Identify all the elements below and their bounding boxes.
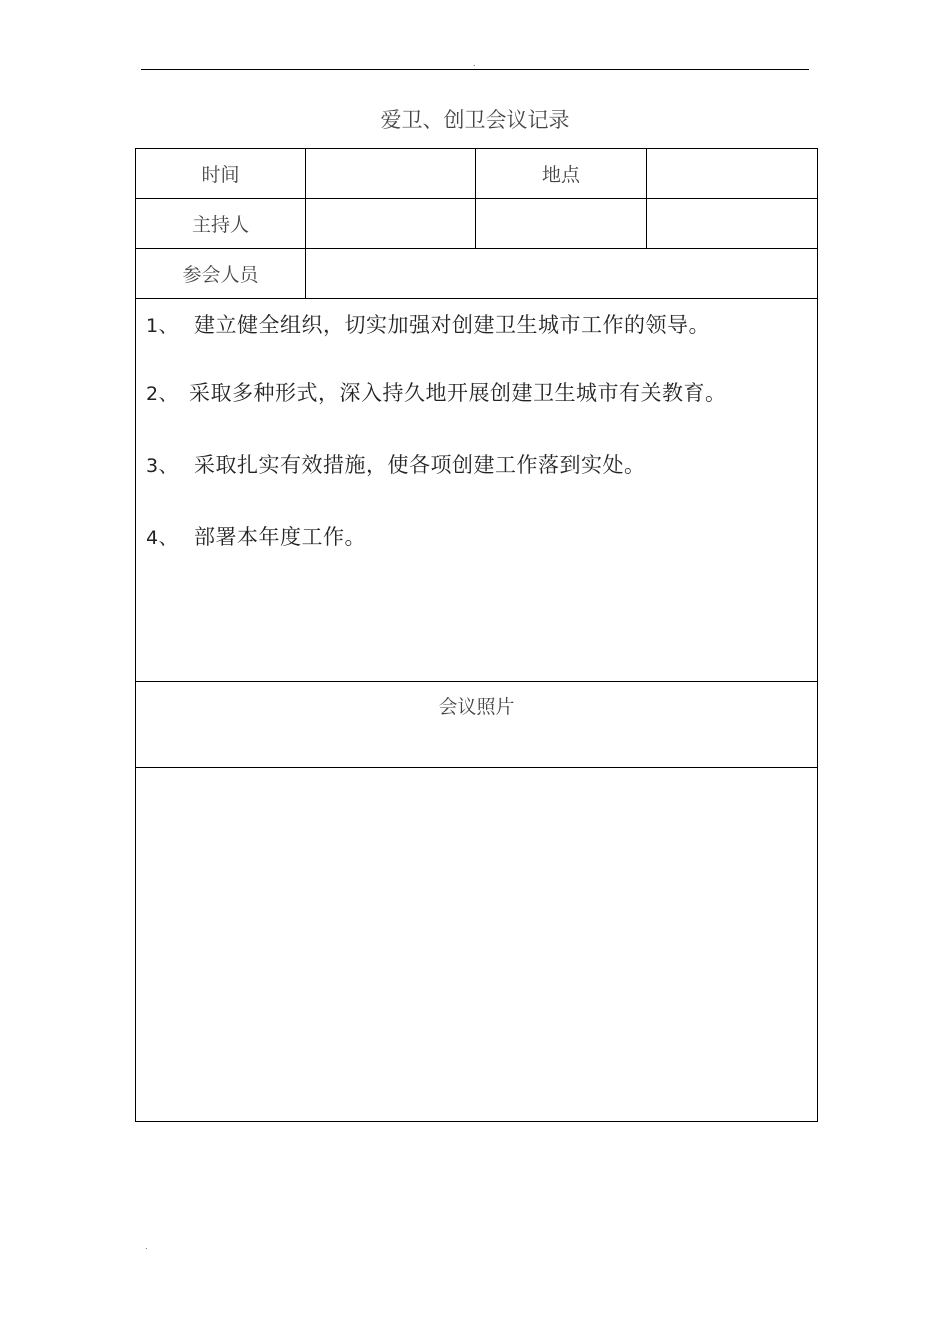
- agenda-item-text: 采取扎实有效措施，使各项创建工作落到实处。: [194, 453, 646, 477]
- photo-label-row: [136, 682, 818, 768]
- location-label: 地点: [476, 149, 647, 199]
- extra-cell-2[interactable]: [647, 199, 818, 249]
- photo-label-cell: [136, 682, 818, 768]
- attendees-row: [136, 249, 818, 299]
- footer-mark: .: [145, 1242, 148, 1251]
- meeting-photos-label: 会议照片: [438, 696, 515, 718]
- agenda-item: [146, 309, 710, 339]
- agenda-item: [146, 449, 646, 479]
- photo-area-row: [136, 768, 818, 1122]
- attendees-label: 参会人员: [136, 249, 306, 299]
- photo-area[interactable]: [136, 768, 818, 1122]
- agenda-item-number: 4、: [146, 527, 179, 549]
- agenda-item: [146, 521, 366, 551]
- header-rule: [141, 69, 809, 70]
- agenda-item-number: 1、: [146, 315, 179, 337]
- host-row: [136, 199, 818, 249]
- extra-cell-1[interactable]: [476, 199, 647, 249]
- agenda-item-text: 部署本年度工作。: [194, 525, 366, 549]
- attendees-value-cell[interactable]: [306, 249, 818, 299]
- agenda-item: [146, 377, 727, 407]
- agenda-cell: [136, 299, 818, 682]
- header-mark: .: [473, 59, 476, 68]
- host-value-cell[interactable]: [306, 199, 476, 249]
- host-label: 主持人: [136, 199, 306, 249]
- agenda-item-text: 采取多种形式，深入持久地开展创建卫生城市有关教育。: [189, 381, 727, 405]
- meeting-record-table: [135, 148, 818, 1122]
- agenda-item-number: 2、: [146, 383, 179, 405]
- document-title: 爱卫、创卫会议记录: [380, 108, 570, 132]
- agenda-item-text: 建立健全组织，切实加强对创建卫生城市工作的领导。: [194, 313, 710, 337]
- time-location-row: [136, 149, 818, 199]
- time-value-cell[interactable]: [306, 149, 476, 199]
- time-label: 时间: [136, 149, 306, 199]
- location-value-cell[interactable]: [647, 149, 818, 199]
- agenda-row: [136, 299, 818, 682]
- agenda-item-number: 3、: [146, 455, 179, 477]
